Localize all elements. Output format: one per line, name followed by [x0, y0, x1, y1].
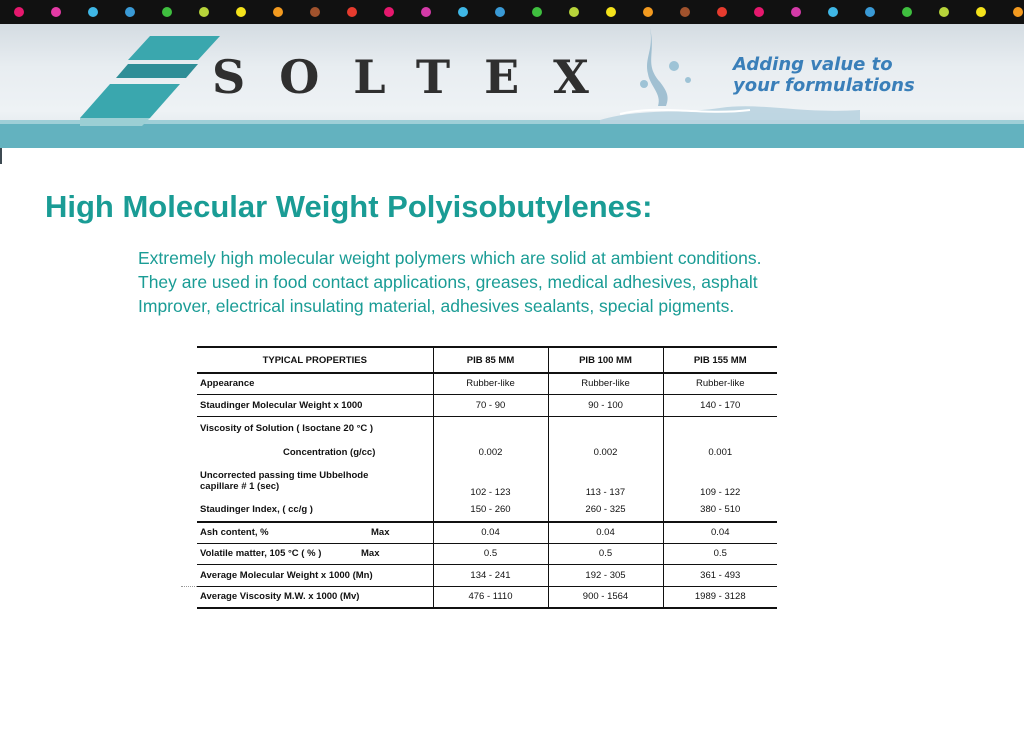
decorative-dot — [421, 7, 431, 17]
decorative-dot — [162, 7, 172, 17]
passing-time-label-line-2: capillare # 1 (sec) — [200, 481, 280, 492]
table-row — [197, 464, 777, 498]
cell-value: 476 - 1110 — [433, 586, 548, 608]
cell-value: Rubber-like — [433, 373, 548, 394]
cell-value: 380 - 510 — [663, 498, 777, 522]
intro-paragraph — [138, 246, 878, 318]
decorative-dot — [236, 7, 246, 17]
table-row — [197, 394, 777, 416]
row-label — [197, 440, 433, 464]
decorative-dot — [717, 7, 727, 17]
cell-value: 260 - 325 — [548, 498, 663, 522]
decorative-dot — [532, 7, 542, 17]
decorative-dot — [754, 7, 764, 17]
decorative-dot — [51, 7, 61, 17]
decorative-dot — [791, 7, 801, 17]
dotted-stub — [181, 586, 197, 587]
intro-line: Improver, electrical insulating material, adhesives sealants, special pigments. — [138, 296, 735, 316]
typical-properties-table — [197, 346, 777, 609]
cell-value: 900 - 1564 — [548, 586, 663, 608]
table-row — [197, 522, 777, 543]
ash-label: Ash content, % — [200, 527, 269, 539]
page-title: High Molecular Weight Polyisobutylenes: — [45, 189, 653, 224]
decorative-dot-strip — [0, 0, 1024, 24]
tagline-line-1: Adding value to — [733, 54, 893, 75]
cell-value: 0.5 — [548, 543, 663, 564]
row-label: Viscosity of Solution ( Isoctane 20 °C ) — [200, 422, 374, 434]
decorative-dot — [828, 7, 838, 17]
intro-line: Extremely high molecular weight polymers which are solid at ambient conditions. — [138, 248, 762, 268]
decorative-dot — [976, 7, 986, 17]
decorative-dot — [384, 7, 394, 17]
row-label: Average Viscosity M.W. x 1000 (Mv) — [197, 586, 433, 608]
soltex-logo-icon — [80, 36, 220, 128]
decorative-dot — [495, 7, 505, 17]
volatile-label: Volatile matter, 105 °C ( % ) — [200, 548, 322, 559]
cell-value: 192 - 305 — [548, 564, 663, 586]
table-row — [197, 440, 777, 464]
decorative-dot — [347, 7, 357, 17]
decorative-dot — [88, 7, 98, 17]
table-row — [197, 416, 777, 440]
row-label — [197, 522, 433, 543]
cell-value: 0.002 — [548, 440, 663, 464]
decorative-dot — [902, 7, 912, 17]
decorative-dot — [14, 7, 24, 17]
cell-value: 109 - 122 — [663, 464, 777, 498]
passing-time-label-line-1: Uncorrected passing time Ubbelhode — [200, 470, 369, 481]
decorative-dot — [310, 7, 320, 17]
table-row — [197, 543, 777, 564]
table-header-row — [197, 347, 777, 373]
decorative-dot — [569, 7, 579, 17]
cell-value: 0.5 — [433, 543, 548, 564]
column-header: TYPICAL PROPERTIES — [197, 347, 433, 373]
cell-value: 134 - 241 — [433, 564, 548, 586]
max-label: Max — [361, 548, 380, 559]
column-header: PIB 155 MM — [663, 347, 777, 373]
decorative-dot — [458, 7, 468, 17]
cell-value: 150 - 260 — [433, 498, 548, 522]
cell-value: Rubber-like — [663, 373, 777, 394]
brand-wordmark: SOLTEX — [212, 50, 623, 104]
column-header: PIB 100 MM — [548, 347, 663, 373]
cell-value: Rubber-like — [548, 373, 663, 394]
decorative-dot — [865, 7, 875, 17]
tagline-line-2: your formulations — [733, 75, 915, 96]
table-row — [197, 564, 777, 586]
cell-value: 113 - 137 — [548, 464, 663, 498]
cell-value: 70 - 90 — [433, 394, 548, 416]
cell-value: 102 - 123 — [433, 464, 548, 498]
decorative-dot — [125, 7, 135, 17]
decorative-dot — [643, 7, 653, 17]
row-label: Staudinger Index, ( cc/g ) — [200, 504, 313, 515]
intro-line: They are used in food contact applications, greases, medical adhesives, asphalt — [138, 272, 758, 292]
row-label: Appearance — [197, 373, 433, 394]
table-row — [197, 586, 777, 608]
row-label: Average Molecular Weight x 1000 (Mn) — [197, 564, 433, 586]
cell-value: 0.04 — [548, 522, 663, 543]
decorative-dot — [1013, 7, 1023, 17]
banner-tagline — [733, 54, 915, 96]
decorative-dot — [273, 7, 283, 17]
decorative-dot — [606, 7, 616, 17]
concentration-label: Concentration (g/cc) — [283, 446, 376, 458]
cell-value: 0.001 — [663, 440, 777, 464]
cell-value: 1989 - 3128 — [663, 586, 777, 608]
cell-value: 0.002 — [433, 440, 548, 464]
column-header: PIB 85 MM — [433, 347, 548, 373]
cell-value: 90 - 100 — [548, 394, 663, 416]
row-label — [197, 543, 433, 564]
max-label: Max — [371, 527, 390, 539]
decorative-dot — [680, 7, 690, 17]
banner-edge-mark — [0, 148, 2, 164]
cell-value: 140 - 170 — [663, 394, 777, 416]
cell-value: 0.04 — [663, 522, 777, 543]
decorative-dot — [199, 7, 209, 17]
table-row — [197, 498, 777, 522]
row-label — [197, 464, 433, 498]
header-banner — [0, 24, 1024, 148]
cell-value: 0.5 — [663, 543, 777, 564]
decorative-dot — [939, 7, 949, 17]
cell-value: 0.04 — [433, 522, 548, 543]
cell-value: 361 - 493 — [663, 564, 777, 586]
table-row — [197, 373, 777, 394]
row-label: Staudinger Molecular Weight x 1000 — [197, 394, 433, 416]
